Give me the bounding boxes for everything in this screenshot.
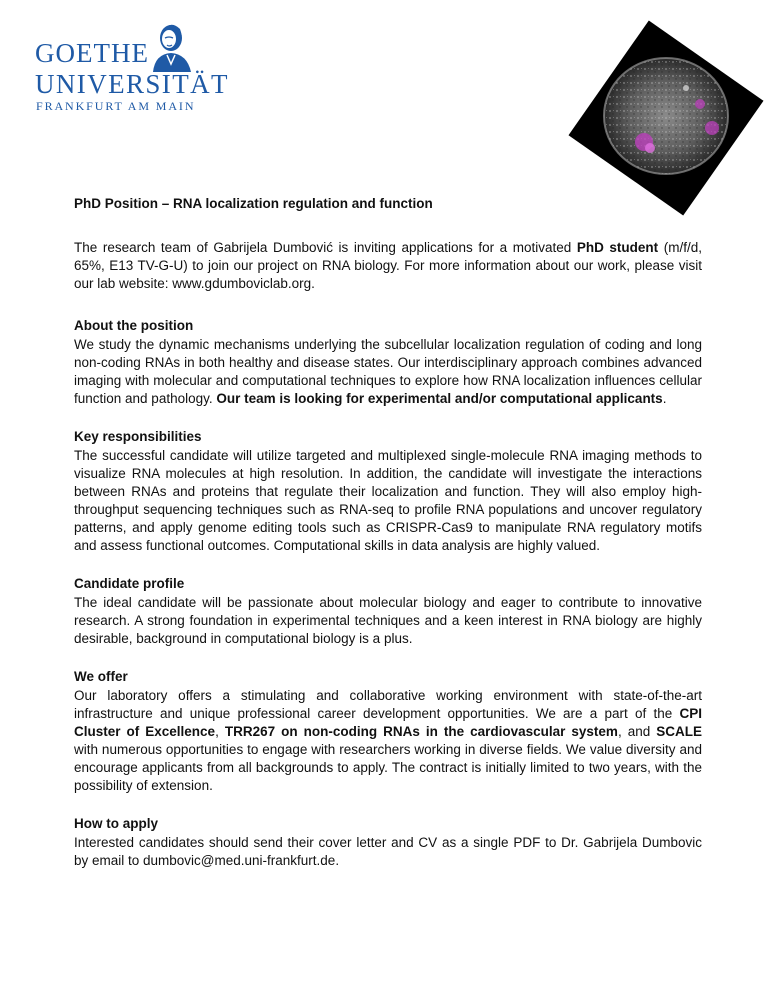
profile-heading: Candidate profile [74,576,185,591]
intro-bold: PhD student [576,240,659,255]
offer-text-4: with numerous opportunities to engage with researchers working in diverse fields. We value diversity and encourage applicants from all backgrounds to apply. The contract is initially limited to two years, with the possibility of extension. [74,742,702,793]
university-logo [35,20,229,113]
offer-heading: We offer [74,669,128,684]
offer-text-3: , and [617,724,657,739]
offer-text [74,687,702,795]
about-heading: About the position [74,318,194,333]
apply-heading: How to apply [74,816,158,831]
goethe-bust-icon [145,20,197,72]
about-text-2: . [662,391,667,406]
offer-text-2: , [215,724,225,739]
intro-text: The research team of Gabrijela Dumbović is inviting applications for a motivated [74,240,577,255]
responsibilities-heading: Key responsibilities [74,429,202,444]
offer-text-1: Our laboratory offers a stimulating and collaborative working environment with state-of-the-art infrastructure and unique professional career development opportunities. We are a part of the [74,688,702,721]
section-about [74,317,702,408]
logo-frankfurt: FRANKFURT AM MAIN [36,99,196,113]
offer-bold-trr267: TRR267 on non-coding RNAs in the cardiovascular system [224,724,618,739]
offer-bold-cpi: CPI Cluster of Excellence [74,706,702,739]
section-profile [74,575,702,648]
section-apply [74,815,702,870]
profile-text: The ideal candidate will be passionate about molecular biology and eager to contribute to innovative research. A strong foundation in experimental techniques and a keen interest in RNA biology are highly desirable, background in computational biology is a plus. [74,595,702,646]
rna-microscopy-image [566,18,766,218]
logo-goethe: GOETHE [35,38,149,68]
about-text-1: We study the dynamic mechanisms underlying the subcellular localization regulation of coding and long non-coding RNAs in both healthy and disease states. Our interdisciplinary approach combines advanced imaging with molecular and computational techniques to explore how RNA localization influences cellular function and pathology. [74,337,702,406]
job-posting [74,195,702,890]
intro-paragraph [74,239,702,293]
about-bold: Our team is looking for experimental and/or computational applicants [216,391,663,406]
page-title: PhD Position – RNA localization regulation and function [74,196,433,211]
section-responsibilities [74,428,702,555]
intro-text-end: (m/f/d, 65%, E13 TV-G-U) to join our project on RNA biology. For more information about our work, please visit our lab website: www.gdumboviclab.org. [74,240,702,291]
logo-universitaet: UNIVERSITÄT [35,69,229,99]
section-offer [74,668,702,795]
apply-text: Interested candidates should send their cover letter and CV as a single PDF to Dr. Gabrijela Dumbovic by email to dumbovic@med.uni-frankfurt.de. [74,835,702,868]
about-text [74,336,702,408]
offer-bold-scale: SCALE [656,724,702,739]
responsibilities-text: The successful candidate will utilize targeted and multiplexed single-molecule RNA imaging methods to visualize RNA molecules at high resolution. In addition, the candidate will investigate the interactions between RNAs and proteins that regulate their localization and function. They will also employ high-throughput sequencing techniques such as RNA-seq to profile RNA populations and uncover regulatory patterns, and apply genome editing tools such as CRISPR-Cas9 to manipulate RNA regulatory motifs and assess functional outcomes. Computational skills in data analysis are highly valued. [74,448,702,553]
